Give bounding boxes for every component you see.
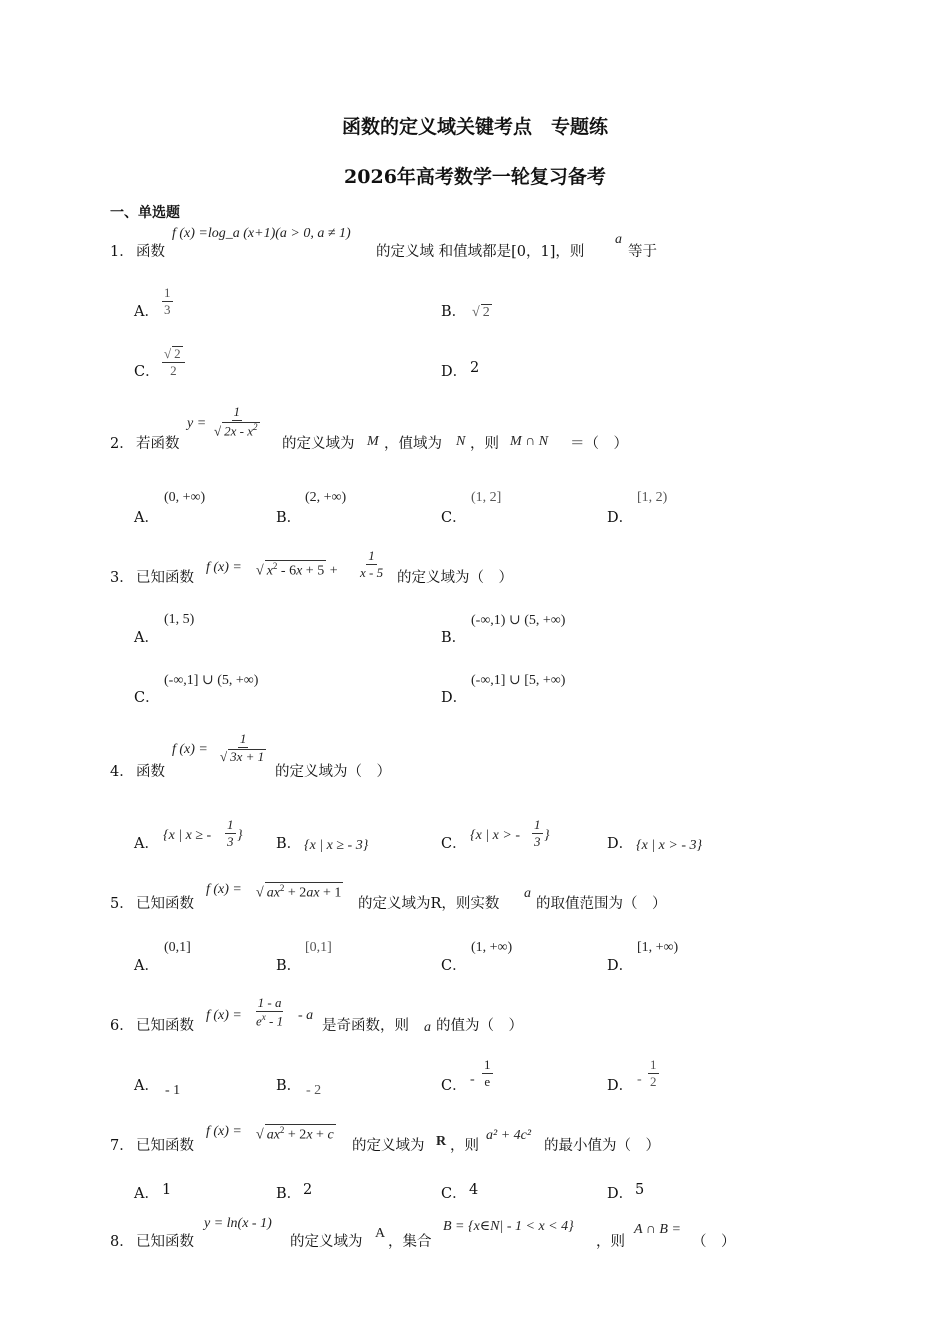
document-subtitle: 2026年高考数学一轮复习备考 <box>344 166 606 188</box>
question-text: 已知函数 <box>136 570 194 586</box>
option-label: D． <box>607 1186 634 1202</box>
option-c-value: $\frac{√ 2}{2}$ <box>162 346 185 377</box>
question-text: ，则 <box>470 436 499 452</box>
option-a-value: (0,1] <box>164 940 191 955</box>
option-label: D． <box>607 510 634 526</box>
option-label: A． <box>134 1078 159 1094</box>
question-text: 已知函数 <box>136 896 194 912</box>
option-label: A． <box>134 510 159 526</box>
option-d-value: [1, 2) <box>637 490 668 505</box>
question-text: 是奇函数，则 <box>322 1018 409 1034</box>
formula: y = ln(x - 1) <box>204 1216 272 1231</box>
option-c-value: (-∞,1] ∪ (5, +∞) <box>164 673 259 688</box>
formula: √ $ax^2 + 2x + c$ <box>256 1125 334 1143</box>
question-text: 的定义域为 <box>290 1234 363 1250</box>
option-d-value: 2 <box>470 360 480 376</box>
option-c-value: $\frac{1}{e}$ <box>484 1057 491 1089</box>
option-label: B． <box>276 1078 302 1094</box>
question-number: 8． <box>110 1234 134 1250</box>
option-label: A． <box>134 630 159 646</box>
option-a-value: (1, 5) <box>164 612 195 627</box>
option-a-value: $\frac{1}{3}$ <box>164 285 171 317</box>
question-text: 已知函数 <box>136 1234 194 1250</box>
variable: a <box>524 886 531 901</box>
formula: $\frac{1}{√ 3x + 1}$ <box>220 731 265 764</box>
formula-lhs: f (x) = <box>206 1008 242 1023</box>
option-b-value: - 2 <box>306 1083 322 1098</box>
formula-lhs: y = <box>187 416 207 431</box>
option-label: B． <box>441 304 467 320</box>
question-number: 5． <box>110 896 134 912</box>
question-text: 的值为（ ） <box>436 1018 523 1034</box>
formula-tail: - a <box>298 1008 314 1023</box>
question-number: 4． <box>110 764 134 780</box>
question-text: 的定义域为 <box>352 1138 425 1154</box>
variable: a <box>424 1020 431 1035</box>
option-c-brace: } <box>544 828 550 843</box>
set-definition: B = {x∈N| - 1 < x < 4} <box>443 1219 574 1234</box>
option-label: B． <box>276 1186 302 1202</box>
option-c-value: {x | x > - <box>470 828 520 843</box>
option-label: C． <box>441 1186 467 1202</box>
question-text: ，值域为 <box>384 436 442 452</box>
question-text: 的定义域为（ ） <box>275 764 391 780</box>
question-text: 的定义域为 <box>282 436 355 452</box>
option-d-sign: - <box>637 1072 642 1087</box>
option-c-value: (1, 2] <box>471 490 502 505</box>
question-text: （ ） <box>692 1234 736 1250</box>
formula: f (x) =log_a (x+1)(a > 0, a ≠ 1) <box>172 226 351 241</box>
option-label: B． <box>276 958 302 974</box>
question-text: 函数 <box>136 244 165 260</box>
option-b-value: √ 2 <box>472 305 490 320</box>
option-d-value: [1, +∞) <box>637 940 679 955</box>
option-d-value: (-∞,1] ∪ [5, +∞) <box>471 673 566 688</box>
question-text: 函数 <box>136 764 165 780</box>
option-label: C． <box>134 364 160 380</box>
formula: $\frac{1}{x - 5}$ <box>360 548 384 580</box>
question-text: 的定义域 和值域都是[0，1]，则 <box>376 244 585 260</box>
option-label: A． <box>134 1186 159 1202</box>
question-number: 1． <box>110 244 134 260</box>
question-number: 2． <box>110 436 134 452</box>
option-c-value: (1, +∞) <box>471 940 513 955</box>
question-text: ，则 <box>596 1234 625 1250</box>
question-text: 已知函数 <box>136 1018 194 1034</box>
option-label: B． <box>276 510 302 526</box>
formula: √ $ax^2 + 2ax + 1$ <box>256 883 342 901</box>
variable: R <box>436 1134 447 1149</box>
variable: M <box>367 434 379 449</box>
option-d-value: {x | x > - 3} <box>636 838 703 853</box>
formula-lhs: f (x) = <box>206 882 242 897</box>
question-text: 等于 <box>628 244 657 260</box>
formula: $\frac{1 - a}{e^x - 1}$ <box>256 995 284 1028</box>
variable: A <box>375 1226 386 1241</box>
option-label: A． <box>134 958 159 974</box>
question-text: ＝（ ） <box>570 436 628 452</box>
option-a-value: - 1 <box>165 1083 181 1098</box>
option-a-value: {x | x ≥ - <box>163 828 212 843</box>
option-c-value: 4 <box>469 1182 479 1198</box>
question-text: 的取值范围为（ ） <box>536 896 667 912</box>
option-label: B． <box>276 836 302 852</box>
variable: N <box>456 434 466 449</box>
formula-lhs: f (x) = <box>206 1124 242 1139</box>
option-label: C． <box>441 1078 467 1094</box>
question-text: ，集合 <box>388 1234 432 1250</box>
variable: M ∩ N <box>510 434 549 449</box>
variable: A ∩ B = <box>634 1222 681 1237</box>
option-label: C． <box>134 690 160 706</box>
document-title: 函数的定义域关键考点 专题练 <box>341 116 608 138</box>
option-b-value: (2, +∞) <box>305 490 347 505</box>
option-b-value: {x | x ≥ - 3} <box>304 838 369 853</box>
formula-sqrt: √ $x^2 - 6x + 5$ + <box>256 561 338 579</box>
option-a-value: (0, +∞) <box>164 490 206 505</box>
option-label: C． <box>441 510 467 526</box>
option-label: C． <box>441 836 467 852</box>
option-label: D． <box>441 690 468 706</box>
option-c-fraction: $\frac{1}{3}$ <box>534 817 541 849</box>
section-heading: 一、单选题 <box>110 205 180 221</box>
option-d-value: 5 <box>635 1182 645 1198</box>
option-label: A． <box>134 304 159 320</box>
option-label: A． <box>134 836 159 852</box>
question-text: 已知函数 <box>136 1138 194 1154</box>
question-text: 若函数 <box>136 436 180 452</box>
option-a-fraction: $\frac{1}{3}$ <box>227 817 234 849</box>
question-number: 7． <box>110 1138 134 1154</box>
question-text: 的定义域为R，则实数 <box>358 896 500 912</box>
option-a-brace: } <box>237 828 243 843</box>
option-b-value: [0,1] <box>305 940 332 955</box>
variable: a <box>615 232 622 247</box>
option-label: D． <box>607 836 634 852</box>
formula: $\frac{1}{√ 2x - x^2}$ <box>214 404 258 438</box>
option-b-value: 2 <box>303 1182 313 1198</box>
option-b-value: (-∞,1) ∪ (5, +∞) <box>471 613 566 628</box>
option-label: D． <box>607 1078 634 1094</box>
option-label: D． <box>607 958 634 974</box>
option-c-sign: - <box>470 1072 475 1087</box>
question-text: 的最小值为（ ） <box>544 1138 660 1154</box>
option-label: C． <box>441 958 467 974</box>
question-number: 6． <box>110 1018 134 1034</box>
formula-lhs: f (x) = <box>206 560 242 575</box>
variable: a² + 4c² <box>486 1128 532 1143</box>
option-a-value: 1 <box>162 1182 172 1198</box>
question-text: 的定义域为（ ） <box>397 570 513 586</box>
option-d-value: $\frac{1}{2}$ <box>650 1057 657 1089</box>
formula-lhs: f (x) = <box>172 742 208 757</box>
option-label: D． <box>441 364 468 380</box>
question-text: ，则 <box>450 1138 479 1154</box>
question-number: 3． <box>110 570 134 586</box>
option-label: B． <box>441 630 467 646</box>
